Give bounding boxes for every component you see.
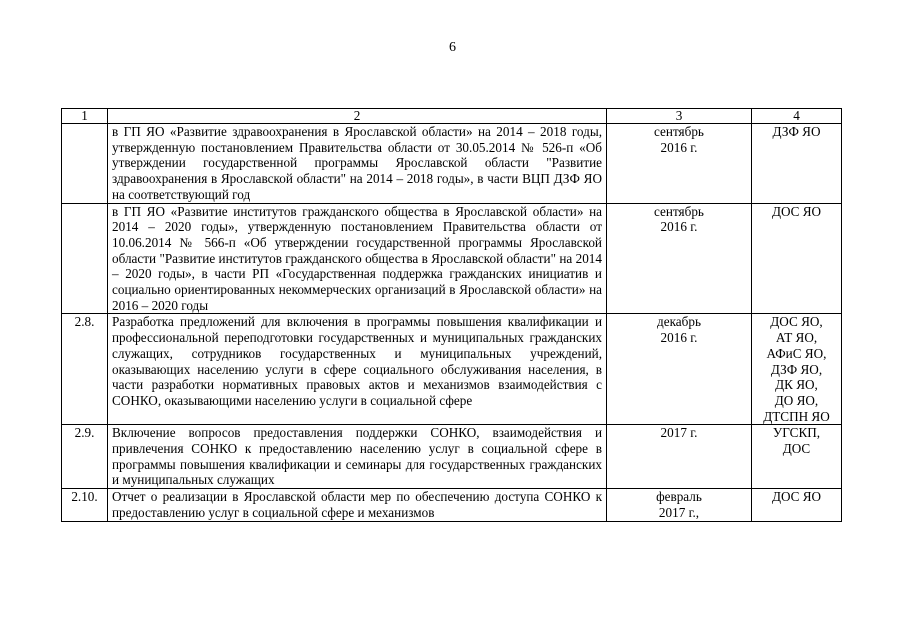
executor-line: УГСКП, bbox=[772, 425, 821, 441]
measures-table bbox=[61, 108, 842, 522]
row-deadline bbox=[607, 425, 752, 489]
row-executors bbox=[752, 489, 842, 521]
executor-line: АТ ЯО, bbox=[775, 330, 818, 346]
row-number bbox=[62, 124, 108, 204]
row-executors bbox=[752, 203, 842, 314]
executor-line: ДОС bbox=[782, 441, 811, 457]
executor-line: ДЗФ ЯО, bbox=[770, 361, 823, 377]
table-row bbox=[62, 425, 842, 489]
page-number: 6 bbox=[449, 40, 456, 55]
executor-line: ДЗФ ЯО bbox=[772, 124, 821, 139]
row-executors bbox=[752, 425, 842, 489]
row-number: 2.9. bbox=[62, 425, 108, 489]
executor-line: АФиС ЯО, bbox=[766, 345, 827, 361]
row-deadline bbox=[607, 124, 752, 204]
row-description: Разработка предложений для включения в программы повышения квалификации и профессиональной переподготовки государственных и муниципальных гражданских служащих, сотрудников государственных и муниципальных учреждений, оказывающих населению услуги в сфере социального обслуживания населения, в части разработки нормативных правовых актов и механизмов взаимодействия с СОНКО, оказывающими населению услуги в социальной сфере bbox=[108, 314, 607, 425]
table-row bbox=[62, 314, 842, 425]
row-description: Включение вопросов предоставления поддержки СОНКО, взаимодействия и привлечения СОНКО к предоставлению населению услуг в социальной сфере в программы повышения квалификации и семинары для государственных гражданских и муниципальных служащих bbox=[108, 425, 607, 489]
row-number: 2.10. bbox=[62, 489, 108, 521]
row-deadline bbox=[607, 314, 752, 425]
executor-line: ДОС ЯО, bbox=[770, 314, 823, 330]
deadline-line: сентябрь bbox=[654, 203, 704, 219]
row-description: Отчет о реализации в Ярославской области мер по обеспечению доступа СОНКО к предоставлению услуг в социальной сфере и механизмов bbox=[108, 489, 607, 521]
row-deadline bbox=[607, 489, 752, 521]
row-executors bbox=[752, 124, 842, 204]
row-description: в ГП ЯО «Развитие институтов гражданского общества в Ярославской области» на 2014 – 2020 годы», утвержденную постановлением Правительства области от 10.06.2014 № 566-п «Об утверждении государственной программы Ярославской области "Развитие институтов гражданского общества в Ярославской области" на 2014 – 2020 годы», в части РП «Государственная поддержка гражданских инициатив и социально ориентированных некоммерческих организаций в Ярославской области» на 2016 – 2020 годы bbox=[108, 203, 607, 314]
deadline-line: 2016 г. bbox=[660, 330, 698, 346]
header-cell-1: 1 bbox=[62, 109, 108, 124]
table-row bbox=[62, 124, 842, 204]
row-deadline bbox=[607, 203, 752, 314]
executor-line: ДОС ЯО bbox=[771, 203, 822, 219]
row-number: 2.8. bbox=[62, 314, 108, 425]
deadline-line: декабрь bbox=[657, 314, 701, 330]
row-description: в ГП ЯО «Развитие здравоохранения в Ярославской области» на 2014 – 2018 годы, утвержденную постановлением Правительства области от 30.05.2014 № 526-п «Об утверждении государственной программы Ярославской области "Развитие здравоохранения в Ярославской области" на 2014 – 2018 годы», в части ВЦП ДЗФ ЯО на соответствующий год bbox=[108, 124, 607, 204]
row-number bbox=[62, 203, 108, 314]
executor-line: ДО ЯО, bbox=[774, 392, 819, 408]
row-executors bbox=[752, 314, 842, 425]
table-header-row bbox=[62, 109, 842, 124]
deadline-line: 2016 г. bbox=[660, 219, 698, 235]
executor-line: ДК ЯО, bbox=[775, 377, 818, 393]
deadline-line: 2017 г. bbox=[660, 425, 698, 441]
header-cell-4: 4 bbox=[752, 109, 842, 124]
deadline-line: 2016 г. bbox=[660, 139, 698, 155]
deadline-line: февраль bbox=[656, 489, 702, 505]
table-row bbox=[62, 489, 842, 521]
header-cell-2: 2 bbox=[108, 109, 607, 124]
executor-line: ДТСПН ЯО bbox=[763, 408, 830, 424]
header-cell-3: 3 bbox=[607, 109, 752, 124]
deadline-line: 2017 г., bbox=[658, 504, 700, 520]
deadline-line: сентябрь bbox=[654, 124, 704, 139]
executor-line: ДОС ЯО bbox=[771, 489, 822, 505]
table-row bbox=[62, 203, 842, 314]
